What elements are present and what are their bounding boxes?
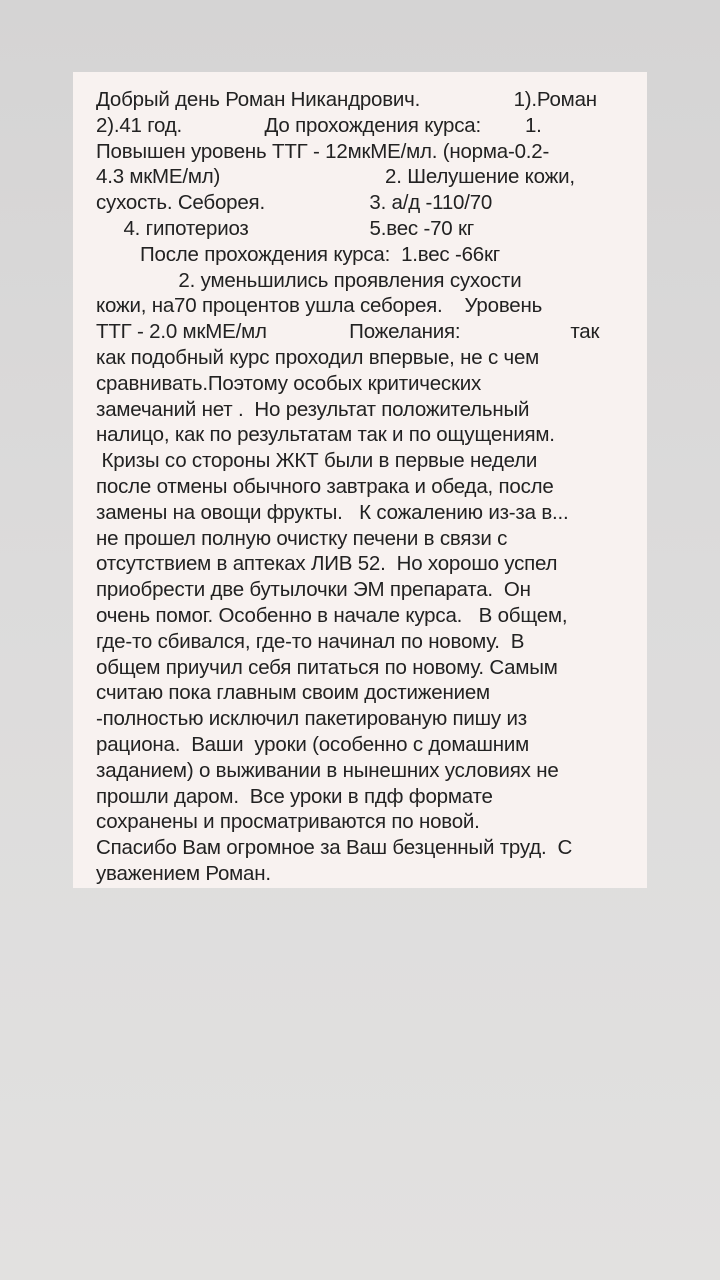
- message-card: [73, 72, 647, 888]
- text-line: 2).41 год. До прохождения курса: 1.: [96, 113, 542, 137]
- text-line: Добрый день Роман Никандрович. 1).Роман: [96, 88, 597, 111]
- text-line: общем приучил себя питаться по новому. Самым: [96, 655, 558, 679]
- text-line: не прошел полную очистку печени в связи с: [96, 526, 508, 550]
- text-line: сухость. Себорея. 3. а/д -110/70: [96, 191, 493, 215]
- text-line: 2. уменьшились проявления сухости: [96, 268, 522, 292]
- text-line: где-то сбивался, где-то начинал по новому. В: [96, 629, 525, 653]
- text-line: приобрести две бутылочки ЭМ препарата. Он: [96, 578, 531, 602]
- text-line: 4.3 мкМЕ/мл) 2. Шелушение кожи,: [96, 165, 575, 189]
- text-line: отсутствием в аптеках ЛИВ 52. Но хорошо успел: [96, 552, 558, 576]
- text-line: сравнивать.Поэтому особых критических: [96, 371, 482, 395]
- text-line: замечаний нет . Но результат положительный: [96, 397, 530, 421]
- text-line: как подобный курс проходил впервые, не с чем: [96, 345, 540, 369]
- text-line: -полностью исключил пакетированую пишу из: [96, 707, 527, 731]
- text-line: заданием) о выживании в нынешних условиях не: [96, 758, 559, 782]
- text-line: 4. гипотериоз 5.вес -70 кг: [96, 216, 475, 240]
- text-line: рациона. Ваши уроки (особенно с домашним: [96, 732, 529, 756]
- text-line: очень помог. Особенно в начале курса. В общем,: [96, 603, 568, 627]
- text-line: кожи, на70 процентов ушла себорея. Уровень: [96, 294, 543, 318]
- text-line: после отмены обычного завтрака и обеда, после: [96, 474, 554, 498]
- text-line: замены на овощи фрукты. К сожалению из-за в...: [96, 500, 569, 524]
- text-line: налицо, как по результатам так и по ощущениям.: [96, 423, 555, 447]
- text-line: ТТГ - 2.0 мкМЕ/мл Пожелания: так: [96, 320, 600, 344]
- text-line: Повышен уровень ТТГ - 12мкМЕ/мл. (норма-0.2-: [96, 139, 550, 163]
- message-text: [96, 87, 623, 887]
- text-line: После прохождения курса: 1.вес -66кг: [96, 242, 501, 266]
- text-line: сохранены и просматриваются по новой.: [96, 810, 480, 834]
- text-line: прошли даром. Все уроки в пдф формате: [96, 784, 493, 808]
- text-line: Кризы со стороны ЖКТ были в первые недели: [96, 449, 538, 473]
- text-line: считаю пока главным своим достижением: [96, 681, 490, 705]
- text-line: уважением Роман.: [96, 861, 271, 885]
- text-line: Спасибо Вам огромное за Ваш безценный труд. С: [96, 836, 573, 860]
